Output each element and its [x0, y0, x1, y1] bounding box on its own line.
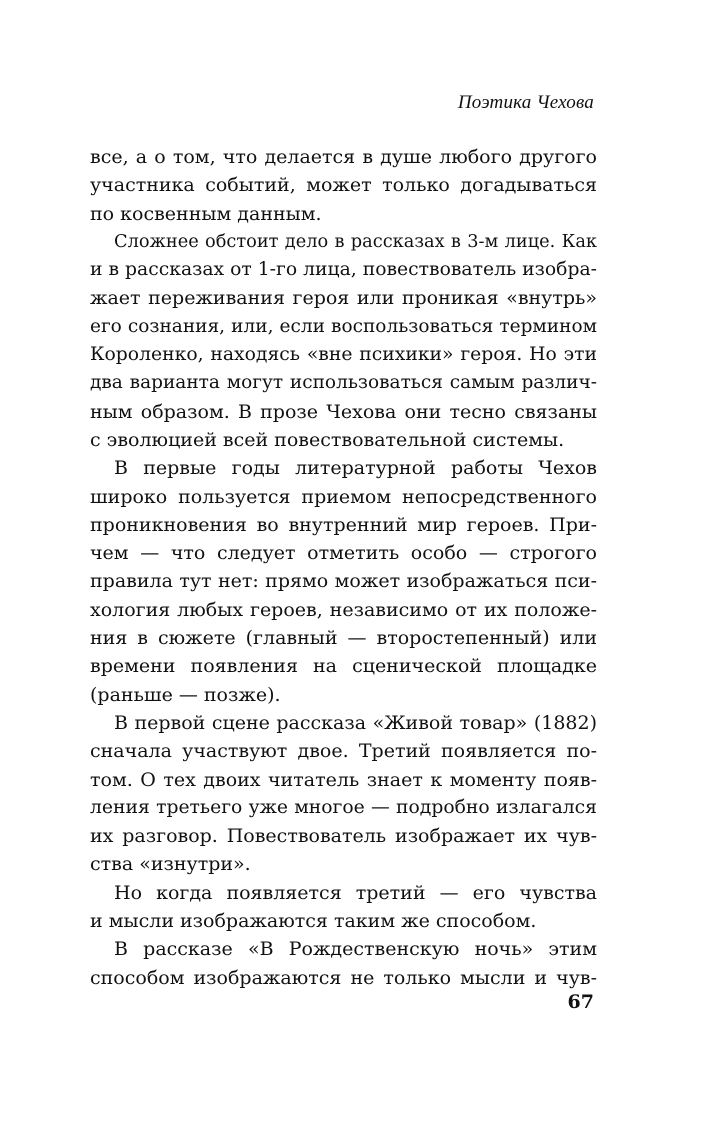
text-line: хология любых героев, независимо от их положе- [90, 598, 597, 621]
text-line: их разговор. Повествователь изображает их чув- [90, 825, 597, 848]
text-line: чем — что следует отметить особо — строгого [90, 542, 597, 565]
text-line: участника событий, может только догадываться [90, 174, 597, 197]
text-line: В первые годы литературной работы Чехов [114, 457, 597, 480]
text-line: жает переживания героя или проникая «внутрь» [90, 287, 597, 310]
text-line: Короленко, находясь «вне психики» героя. Но эти [90, 344, 597, 366]
text-line: (раньше — позже). [90, 683, 281, 706]
text-line: с эволюцией всей повествовательной системы. [90, 428, 565, 451]
text-line: ным образом. В прозе Чехова они тесно связаны [90, 400, 597, 423]
running-head: Поэтика Чехова [457, 92, 594, 113]
text-line: Сложнее обстоит дело в рассказах в 3-м лице. Как [114, 231, 597, 252]
text-line: и в рассказах от 1-го лица, повествователь изобра- [90, 259, 597, 281]
text-line: том. О тех двоих читатель знает к моменту появ- [90, 768, 597, 791]
text-line: его сознания, или, если воспользоваться термином [90, 315, 597, 337]
text-line: и мысли изображаются таким же способом. [90, 910, 537, 933]
text-line: правила тут нет: прямо может изображаться пси- [90, 570, 597, 593]
text-line: В первой сцене рассказа «Живой товар» (1882) [114, 711, 597, 734]
text-line: Но когда появляется третий — его чувства [114, 881, 597, 904]
text-line: два варианта могут использоваться самым различ- [90, 372, 597, 394]
text-line: В рассказе «В Рождественскую ночь» этим [114, 938, 597, 961]
text-line: проникновения во внутренний мир героев. При- [90, 513, 597, 536]
page-number: 67 [567, 991, 594, 1013]
text-line: по косвенным данным. [90, 202, 322, 225]
text-line: ства «изнутри». [90, 853, 251, 876]
text-line: ния в сюжете (главный — второстепенный) или [90, 627, 597, 650]
text-line: широко пользуется приемом непосредственного [90, 485, 597, 508]
text-line: сначала участвуют двое. Третий появляется по- [90, 740, 597, 763]
text-line: все, а о том, что делается в душе любого другого [90, 146, 597, 168]
text-line: ления третьего уже многое — подробно излагался [90, 796, 597, 818]
body-text [90, 143, 597, 992]
text-line: времени появления на сценической площадке [90, 655, 597, 678]
text-line: способом изображаются не только мысли и чув- [90, 966, 597, 989]
